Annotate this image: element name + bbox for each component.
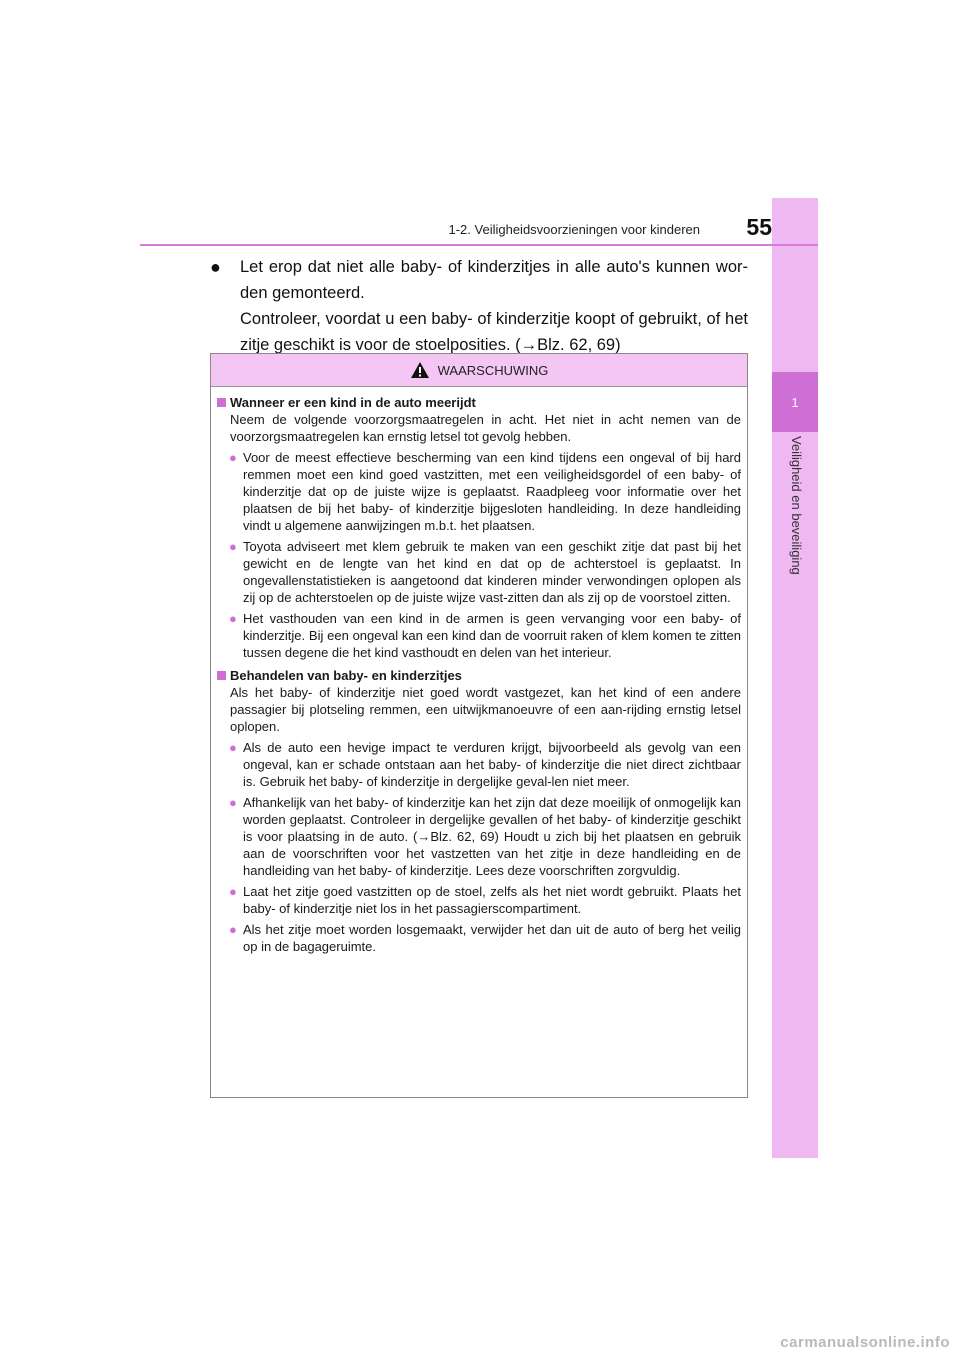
intro-line-1: Let erop dat niet alle baby- of kinderzitjes in alle auto's kunnen wor-den gemonteerd.: [240, 258, 748, 302]
warning-box: [210, 353, 748, 1098]
warning-body: [211, 387, 747, 955]
section-paragraph: Als het baby- of kinderzitje niet goed wordt vastgezet, kan het kind of een andere passagier bij plotseling remmen, een uitwijkmanoeuvre of een aan-rijding ernstig letsel oplopen.: [230, 685, 741, 734]
square-bullet-icon: [217, 671, 226, 680]
list-item: ● Als de auto een hevige impact te verduren krijgt, bijvoorbeeld als gevolg van een ongeval, kan er schade ontstaan aan het baby- of kinderzitje die niet direct zichtbaar is. Gebruik het baby- of kinderzitje in dergelijke geval-len niet meer.: [229, 740, 741, 789]
section-heading: 1-2. Veiligheidsvoorzieningen voor kinderen: [448, 222, 700, 237]
chapter-title: Veiligheid en beveiliging: [789, 436, 804, 575]
section-paragraph: Neem de volgende voorzorgsmaatregelen in acht. Het niet in acht nemen van de voorzorgsmaatregelen kan ernstig letsel tot gevolg hebben.: [230, 412, 741, 444]
bullet-icon: ●: [229, 539, 237, 554]
list-item: ● Als het zitje moet worden losgemaakt, verwijder het dan uit de auto of berg het veilig op in de bagageruimte.: [229, 922, 741, 954]
header-divider: [140, 244, 818, 246]
list-item: ● Laat het zitje goed vastzitten op de stoel, zelfs als het niet wordt gebruikt. Plaats het baby- of kinderzitje niet los in het passagierscompartiment.: [229, 884, 741, 916]
chapter-sidebar: [772, 198, 818, 1158]
list-item: ● Toyota adviseert met klem gebruik te maken van een geschikt zitje dat past bij het gewicht en de lengte van het kind en dat op de achterstoel is geplaatst. In ongevallenstatistieken is aangetoond dat kinderen minder verwondingen oplopen als zij op de achterstoelen op de juiste wijze vast-zitten dan als zij op de voorstoel zitten.: [229, 539, 741, 605]
bullet-dot: ●: [210, 257, 221, 277]
bullet-icon: ●: [229, 740, 237, 755]
page-number: 55: [746, 214, 772, 240]
intro-line-2: Controleer, voordat u een baby- of kinderzitje koopt of gebruikt, of het zitje geschikt is voor de stoelposities. (→Blz. 62, 69): [240, 310, 748, 354]
bullet-icon: ●: [229, 450, 237, 465]
bullet-icon: ●: [229, 611, 237, 626]
warning-header: [211, 354, 747, 387]
list-item: ● Voor de meest effectieve bescherming van een kind tijdens een ongeval of bij hard remmen moet een kind goed vastzitten, met een veiligheidsgordel of een baby- of kinderzitje dat op de juiste wijze is geplaatst. Raadpleeg voor informatie over het plaatsen de bij het baby- of kinderzitje bijgesloten handleiding. In deze handleiding vindt u algemene aanwijzingen m.b.t. het plaatsen.: [229, 450, 741, 533]
section-title-child-seats: Behandelen van baby- en kinderzitjes: [217, 667, 741, 684]
section-title-child-passenger: Wanneer er een kind in de auto meerijdt: [217, 394, 741, 411]
bullet-icon: ●: [229, 922, 237, 937]
square-bullet-icon: [217, 398, 226, 407]
list-item: ● Afhankelijk van het baby- of kinderzitje kan het zijn dat deze moeilijk of onmogelijk kan worden geplaatst. Controleer in dergelijke gevallen of het baby- of kinderzitje geschikt is voor plaatsing in de auto. (→Blz. 62, 69) Houdt u zich bij het plaatsen en gebruik aan de voorschriften voor het vastzetten van het zitje in deze handleiding en de handleiding van het baby- of kinderzitje. Lees deze voorschriften zorgvuldig.: [229, 795, 741, 878]
intro-note: [210, 254, 748, 358]
chapter-number-tab[interactable]: 1: [772, 372, 818, 432]
bullet-icon: ●: [229, 795, 237, 810]
warning-triangle-icon: [410, 361, 430, 379]
bullet-icon: ●: [229, 884, 237, 899]
watermark: carmanualsonline.info: [780, 1334, 950, 1351]
warning-title: WAARSCHUWING: [437, 362, 549, 378]
list-item: ● Het vasthouden van een kind in de armen is geen vervanging voor een baby- of kinderzitje. Bij een ongeval kan een kind dan de voorruit raken of klem komen te zitten tussen degene die het kind vasthoudt en delen van het interieur.: [229, 611, 741, 660]
